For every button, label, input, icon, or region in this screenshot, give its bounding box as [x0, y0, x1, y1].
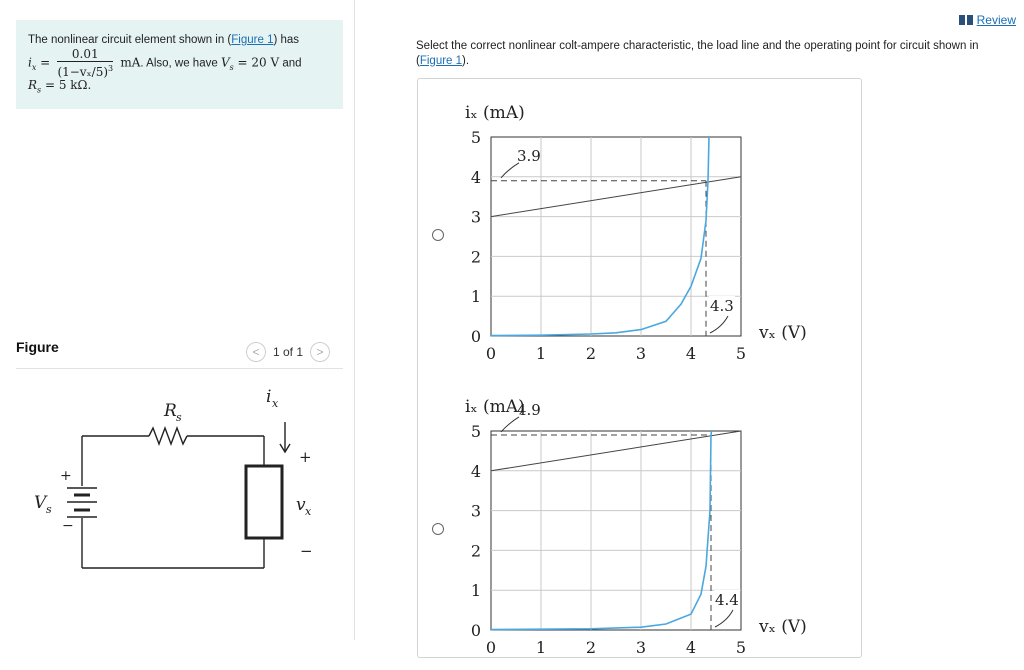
eq-numerator: 0.01 [57, 48, 113, 62]
y-tick-label: 0 [470, 621, 482, 640]
book-icon [959, 15, 973, 25]
annotation-arrow [501, 417, 519, 432]
rs-sub: s [37, 85, 42, 95]
x-tick-label: 3 [635, 344, 647, 363]
x-tick-label: 1 [535, 638, 547, 657]
eq-lhs-sub: x [31, 62, 37, 72]
problem-text: ) has [273, 34, 300, 46]
x-axis-label: vₓ (V) [759, 323, 807, 343]
next-figure-button[interactable] [310, 342, 330, 362]
eq-unit: mA [120, 55, 141, 70]
chevron-left-icon: < [252, 345, 260, 359]
vx-sub-label: x [305, 505, 312, 518]
annotation-voltage-value: 4.3 [710, 297, 734, 315]
rs-label: R [164, 401, 177, 421]
x-axis-label: vₓ (V) [759, 617, 807, 637]
figure-pager [246, 342, 330, 362]
rs-symbol: R [28, 78, 38, 92]
x-tick-label: 0 [485, 638, 497, 657]
option-b-graph [443, 390, 823, 670]
source-plus-sign: + [60, 468, 72, 484]
eq-fraction [57, 48, 113, 79]
battery-icon [67, 488, 97, 517]
y-axis-label: iₓ (mA) [465, 103, 525, 123]
vs-label: V [34, 493, 47, 513]
ix-label: i [266, 387, 272, 407]
page-indicator: 1 of 1 [273, 345, 304, 359]
x-tick-label: 4 [685, 344, 697, 363]
x-tick-label: 5 [735, 638, 747, 657]
y-tick-label: 2 [470, 541, 482, 561]
x-tick-label: 0 [485, 344, 497, 363]
problem-text: The nonlinear circuit element shown in ( [28, 34, 232, 46]
problem-text: and [279, 57, 302, 70]
review-link[interactable] [959, 13, 1016, 27]
rs-sub-label: s [176, 411, 182, 424]
eq-equals: = [36, 55, 51, 70]
divider [16, 368, 343, 369]
eq-denominator: (1−vₓ/5) [57, 65, 109, 79]
left-panel [0, 0, 355, 640]
problem-text: . Also, we have [140, 57, 221, 70]
vs-sub: s [229, 62, 234, 72]
question-body: Select the correct nonlinear colt-ampere characteristic, the load line and the operating point for circuit shown in ( [416, 40, 979, 67]
vx-minus-sign: − [300, 542, 313, 560]
question-end: ). [462, 55, 470, 67]
vs-value: = 20 V [233, 55, 280, 70]
nonlinear-element-icon [246, 466, 282, 538]
option-a-graph [443, 96, 823, 376]
figure-link[interactable]: Figure 1 [231, 34, 274, 46]
x-tick-label: 3 [635, 638, 647, 657]
chevron-right-icon: > [316, 345, 324, 359]
vs-symbol: V [220, 55, 230, 70]
x-tick-label: 5 [735, 344, 747, 363]
y-tick-label: 4 [470, 167, 482, 187]
annotation-current-value: 4.9 [517, 400, 541, 419]
question-text [416, 39, 1006, 69]
x-tick-label: 4 [685, 638, 697, 657]
annotation-voltage-value: 4.4 [715, 591, 739, 609]
rs-line [28, 77, 331, 98]
y-tick-label: 1 [470, 581, 482, 601]
figure-heading: Figure [16, 339, 59, 355]
x-tick-label: 2 [585, 638, 597, 657]
rs-value: = 5 kΩ. [41, 78, 92, 92]
y-tick-label: 4 [470, 461, 482, 481]
y-tick-label: 5 [470, 128, 482, 147]
y-tick-label: 3 [470, 207, 482, 227]
review-label: Review [976, 13, 1016, 27]
plot-frame [491, 431, 741, 630]
y-tick-label: 1 [470, 287, 482, 307]
circuit-diagram [24, 380, 324, 580]
y-tick-label: 3 [470, 501, 482, 521]
vx-plus-sign: + [299, 448, 312, 466]
equation [28, 48, 331, 79]
y-tick-label: 0 [470, 327, 482, 346]
problem-intro [28, 32, 331, 48]
x-tick-label: 1 [535, 344, 547, 363]
resistor-icon [149, 428, 187, 444]
eq-exponent: 3 [108, 64, 114, 73]
x-tick-label: 2 [585, 344, 597, 363]
eq-lhs: i [28, 55, 32, 70]
problem-statement [16, 20, 343, 109]
source-minus-sign: − [62, 518, 74, 534]
y-axis-label: iₓ (mA) [465, 397, 525, 417]
y-tick-label: 5 [470, 422, 482, 441]
prev-figure-button[interactable] [246, 342, 266, 362]
vx-label: v [296, 495, 306, 515]
annotation-current-value: 3.9 [517, 146, 541, 165]
y-tick-label: 2 [470, 247, 482, 267]
question-figure-link[interactable]: Figure 1 [419, 55, 463, 67]
ix-sub-label: x [272, 397, 279, 410]
vs-sub-label: s [46, 503, 52, 516]
